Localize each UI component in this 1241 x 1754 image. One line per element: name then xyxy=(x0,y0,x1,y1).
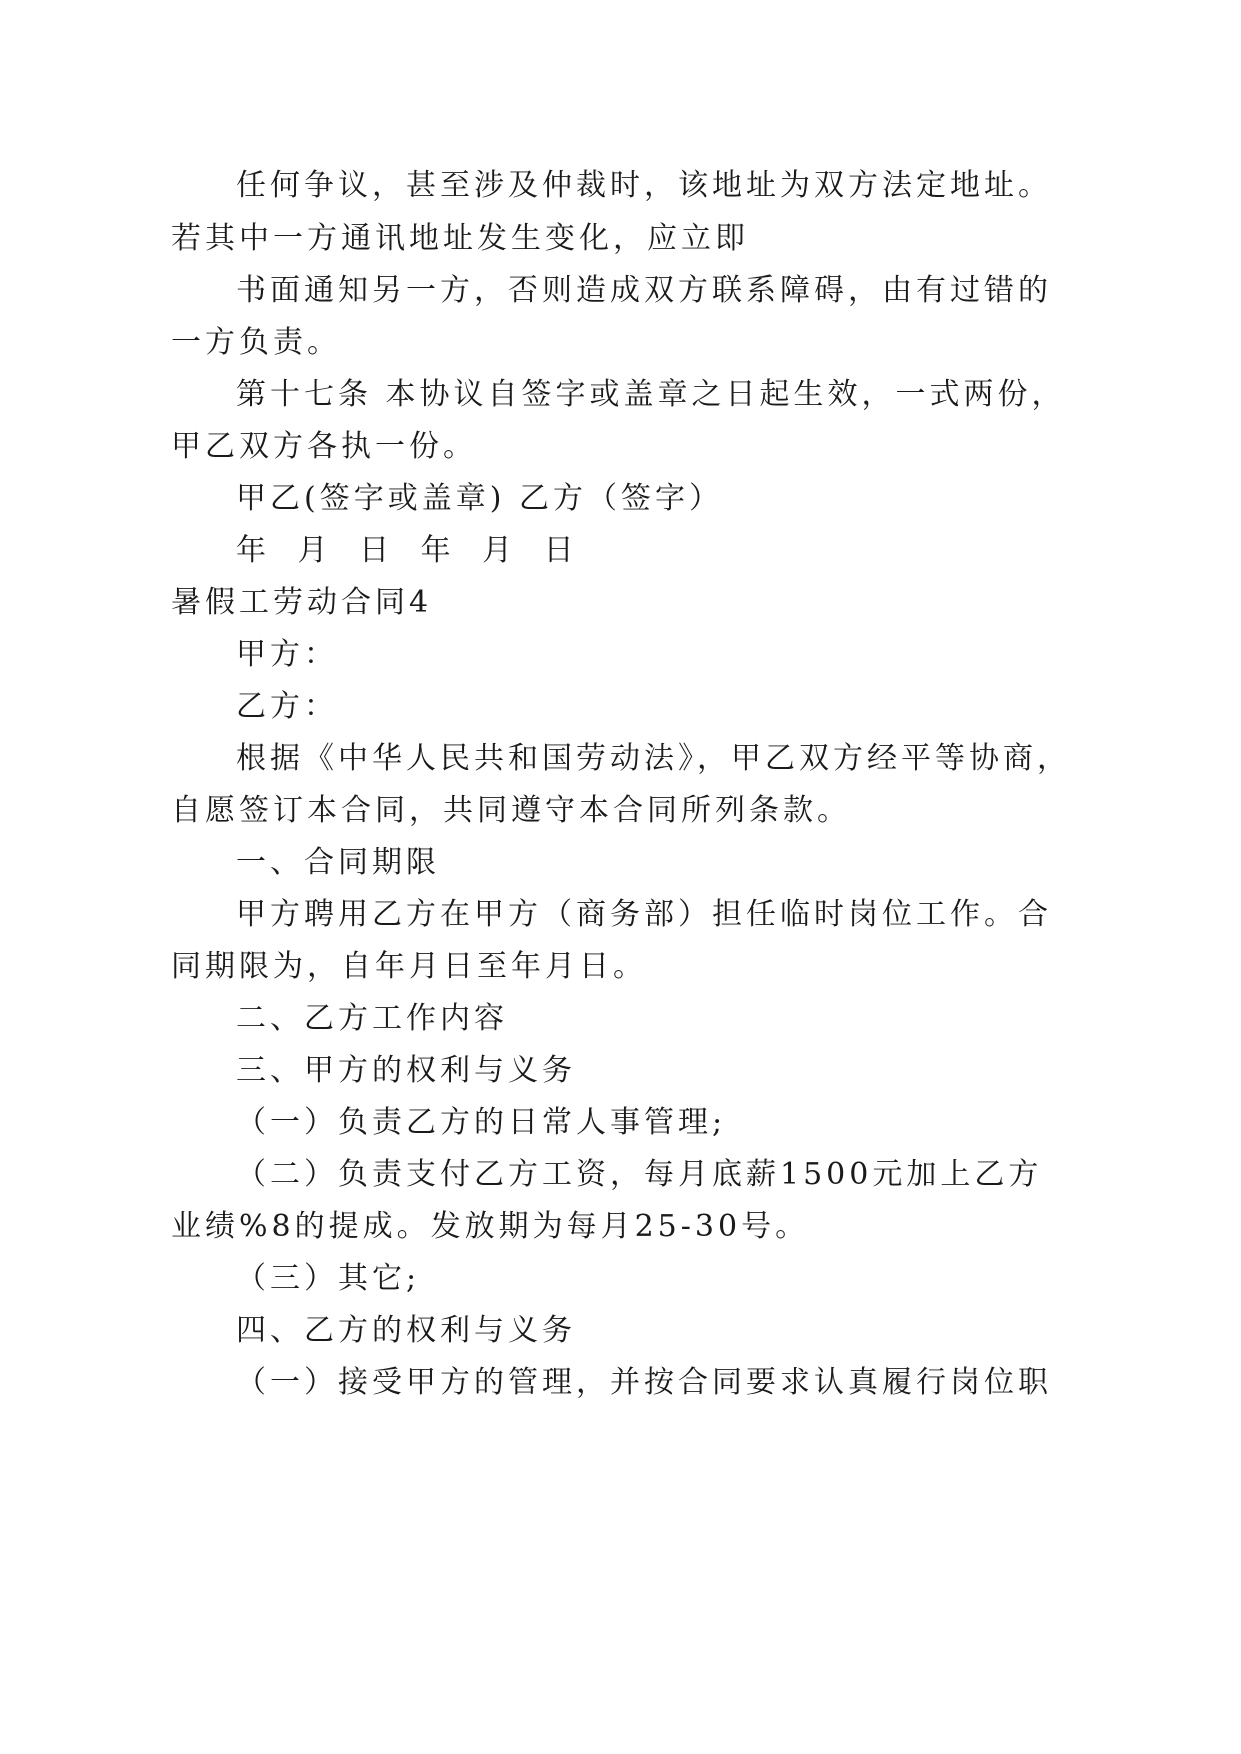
text-line: 甲乙双方各执一份。 xyxy=(171,429,477,464)
text-line: 甲方聘用乙方在甲方（商务部）担任临时岗位工作。合 xyxy=(236,897,1052,932)
section-title: 暑假工劳动合同4 xyxy=(171,585,433,620)
text-line: 一方负责。 xyxy=(171,325,341,360)
text-line: 任何争议，甚至涉及仲裁时，该地址为双方法定地址。 xyxy=(236,168,1052,203)
text-line: 第十七条 本协议自签字或盖章之日起生效，一式两份， xyxy=(236,377,1066,412)
text-line: 年 月 日 年 月 日 xyxy=(236,533,578,568)
text-line: （二）负责支付乙方工资，每月底薪1500元加上乙方 xyxy=(236,1157,1043,1192)
text-line: 二、乙方工作内容 xyxy=(236,1001,508,1036)
text-line: （三）其它; xyxy=(236,1261,421,1296)
text-line: 业绩%8的提成。发放期为每月25-30号。 xyxy=(171,1209,810,1244)
text-line: 一、合同期限 xyxy=(236,845,440,880)
text-line: 同期限为，自年月日至年月日。 xyxy=(171,949,647,984)
text-line: 甲方： xyxy=(236,637,338,672)
text-line: 三、甲方的权利与义务 xyxy=(236,1053,576,1088)
text-line: 若其中一方通讯地址发生变化，应立即 xyxy=(171,221,749,256)
text-line: （一）接受甲方的管理，并按合同要求认真履行岗位职 xyxy=(236,1365,1052,1400)
text-line: 书面通知另一方，否则造成双方联系障碍，由有过错的 xyxy=(236,273,1052,308)
text-line: 甲乙(签字或盖章) 乙方（签字） xyxy=(236,481,723,516)
text-line: （一）负责乙方的日常人事管理; xyxy=(236,1105,727,1140)
text-line: 自愿签订本合同，共同遵守本合同所列条款。 xyxy=(171,793,851,828)
text-line: 四、乙方的权利与义务 xyxy=(236,1313,576,1348)
text-line: 乙方： xyxy=(236,689,338,724)
text-line: 根据《中华人民共和国劳动法》，甲乙双方经平等协商， xyxy=(236,741,1071,776)
